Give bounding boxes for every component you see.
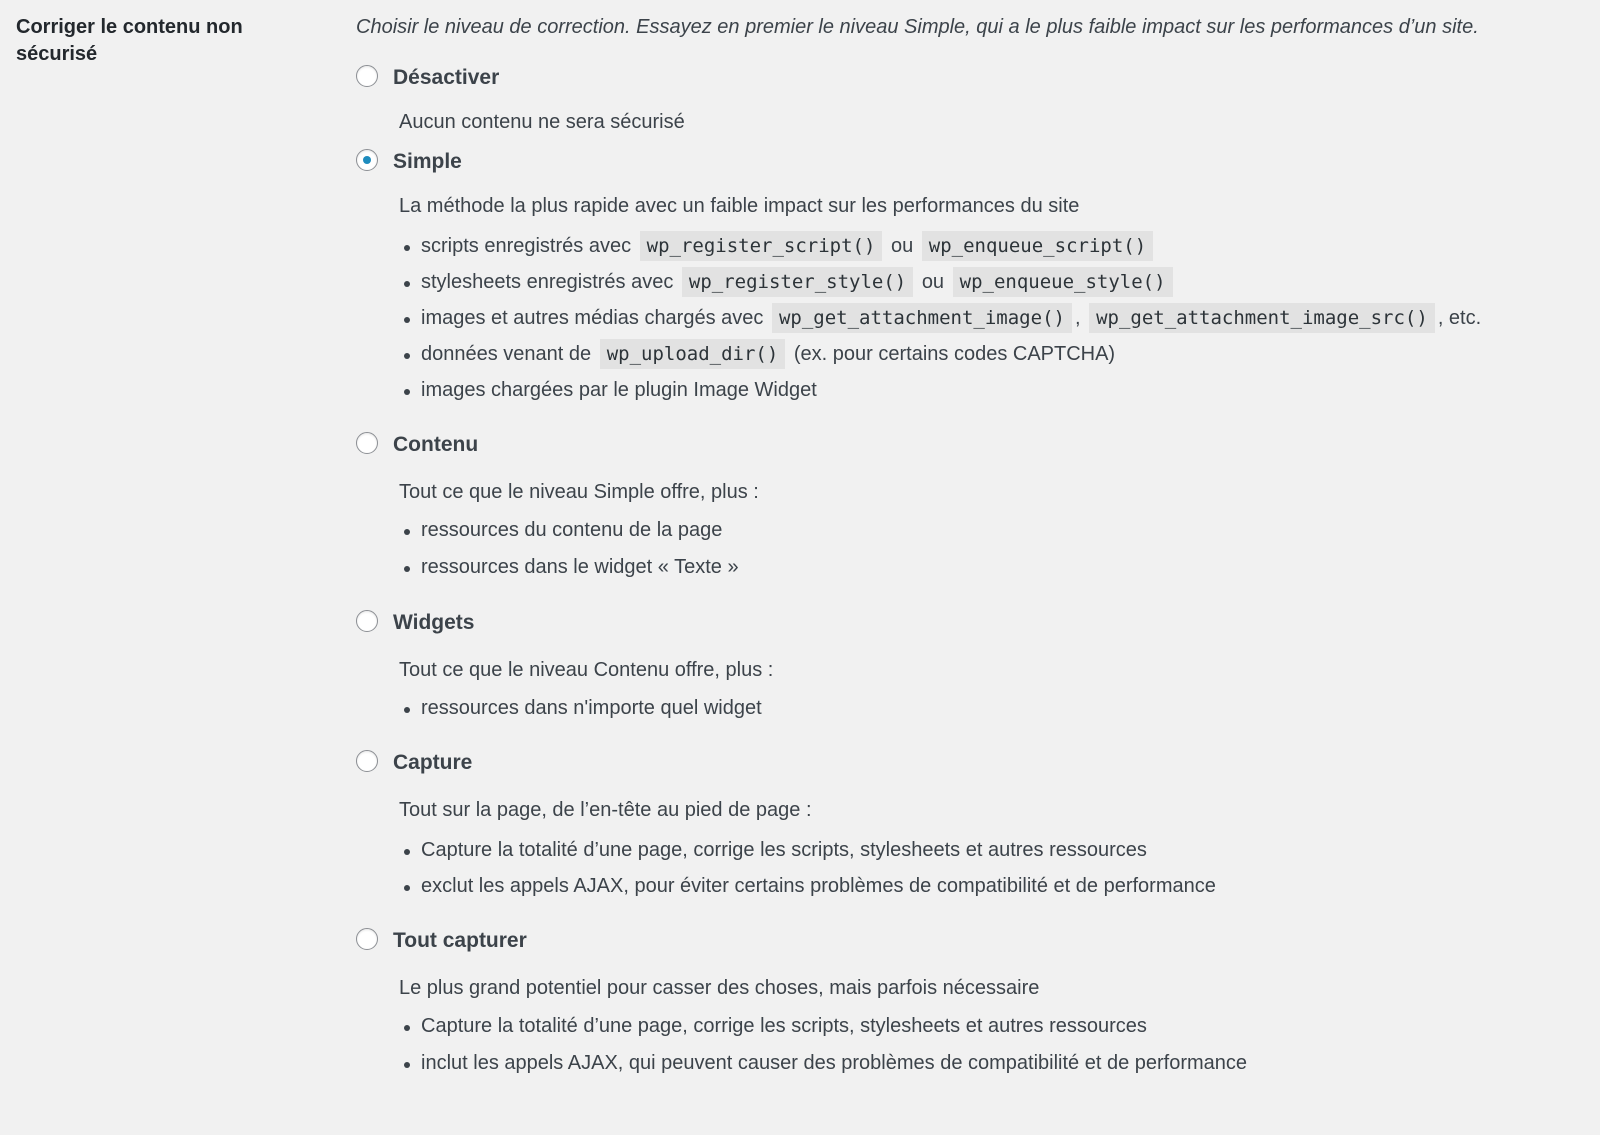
option-simple-description: La méthode la plus rapide avec un faible impact sur les performances du site: [399, 195, 1080, 217]
option-content-list: [356, 516, 1596, 581]
option-content-description: Tout ce que le niveau Simple offre, plus :: [399, 481, 759, 503]
radio-simple[interactable]: [356, 149, 378, 171]
code-snippet: wp_register_style(): [682, 267, 913, 297]
option-capture: [356, 748, 1596, 900]
radio-checked-dot-icon: [363, 156, 371, 164]
option-capture-label[interactable]: Capture: [393, 751, 473, 774]
radio-content[interactable]: [356, 432, 378, 454]
option-off-description: Aucun contenu ne sera sécurisé: [399, 111, 685, 133]
option-capture-all-description: Le plus grand potentiel pour casser des choses, mais parfois nécessaire: [399, 977, 1040, 999]
list-item: stylesheets enregistrés avec wp_register_style() ou wp_enqueue_style(): [401, 268, 1596, 296]
option-capture-description: Tout sur la page, de l’en-tête au pied de page :: [399, 799, 812, 821]
list-item: images et autres médias chargés avec wp_get_attachment_image() , wp_get_attachment_image_src() , etc.: [401, 304, 1596, 332]
option-capture-all-label[interactable]: Tout capturer: [393, 929, 527, 952]
list-item: ressources du contenu de la page: [401, 516, 1596, 544]
option-capture-list: [356, 836, 1596, 900]
option-simple-list: [356, 232, 1596, 404]
fix-level-field: [356, 14, 1596, 1077]
code-snippet: wp_get_attachment_image_src(): [1089, 303, 1435, 333]
list-item: données venant de wp_upload_dir() (ex. pour certains codes CAPTCHA): [401, 340, 1596, 368]
radio-off[interactable]: [356, 65, 378, 87]
code-snippet: wp_get_attachment_image(): [772, 303, 1072, 333]
list-item: ressources dans le widget « Texte »: [401, 553, 1596, 581]
radio-widgets[interactable]: [356, 610, 378, 632]
option-simple: [356, 147, 1596, 404]
list-item: ressources dans n'importe quel widget: [401, 694, 1596, 722]
option-capture-all: [356, 926, 1596, 1077]
list-item: images chargées par le plugin Image Widget: [401, 376, 1596, 404]
setting-label: Corriger le contenu non sécurisé: [16, 16, 243, 65]
option-widgets-list: [356, 694, 1596, 722]
option-simple-label[interactable]: Simple: [393, 150, 462, 173]
option-widgets-label[interactable]: Widgets: [393, 611, 475, 634]
option-off: [356, 63, 1596, 136]
list-item: scripts enregistrés avec wp_register_script() ou wp_enqueue_script(): [401, 232, 1596, 260]
option-content-label[interactable]: Contenu: [393, 433, 479, 456]
list-item: Capture la totalité d’une page, corrige les scripts, stylesheets et autres ressources: [401, 836, 1596, 864]
option-capture-all-list: [356, 1012, 1596, 1077]
code-snippet: wp_upload_dir(): [600, 339, 786, 369]
option-widgets: [356, 608, 1596, 722]
code-snippet: wp_enqueue_script(): [922, 231, 1153, 261]
code-snippet: wp_enqueue_style(): [953, 267, 1173, 297]
list-item: Capture la totalité d’une page, corrige les scripts, stylesheets et autres ressources: [401, 1012, 1596, 1040]
list-item: inclut les appels AJAX, qui peuvent causer des problèmes de compatibilité et de performance: [401, 1049, 1596, 1077]
option-off-label[interactable]: Désactiver: [393, 66, 500, 89]
code-snippet: wp_register_script(): [640, 231, 883, 261]
option-widgets-description: Tout ce que le niveau Contenu offre, plus :: [399, 659, 774, 681]
radio-capture[interactable]: [356, 750, 378, 772]
list-item: exclut les appels AJAX, pour éviter certains problèmes de compatibilité et de performance: [401, 872, 1596, 900]
option-content: [356, 430, 1596, 581]
setting-description: Choisir le niveau de correction. Essayez en premier le niveau Simple, qui a le plus faible impact sur les performances d’un site.: [356, 16, 1479, 38]
radio-capture-all[interactable]: [356, 928, 378, 950]
